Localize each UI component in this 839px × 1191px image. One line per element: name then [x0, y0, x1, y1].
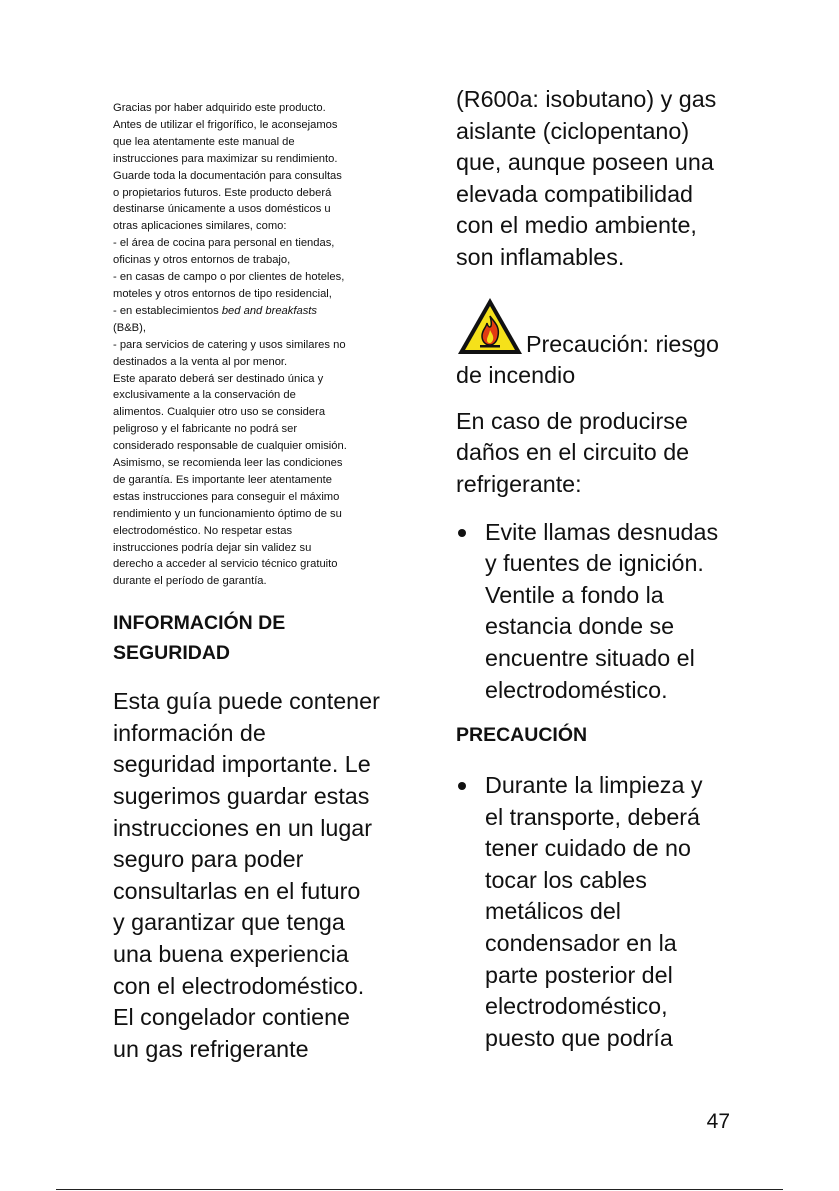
intro-line: electrodoméstico. No respetar estas [113, 524, 293, 537]
bullet-line: electrodoméstico, [485, 993, 668, 1020]
bullet-line: Durante la limpieza y [485, 772, 703, 799]
intro-line: moteles y otros entornos de tipo residencial, [113, 287, 332, 300]
intro-line: - en casas de campo o por clientes de hoteles, [113, 271, 345, 284]
safety-line: un gas refrigerante [113, 1035, 309, 1062]
intro-line: Este aparato deberá ser destinado única y [113, 372, 324, 385]
safety-line: seguro para poder [113, 846, 304, 873]
intro-line: o propietarios futuros. Este producto deberá [113, 186, 332, 199]
continuation-line: aislante (ciclopentano) [456, 117, 690, 144]
safety-line: con el electrodoméstico. [113, 972, 365, 999]
intro-line: durante el período de garantía. [113, 575, 267, 588]
intro-line: instrucciones para maximizar su rendimiento. [113, 152, 338, 165]
safety-line: El congelador contiene [113, 1004, 351, 1031]
intro-line: derecho a acceder al servicio técnico gratuito [113, 558, 338, 571]
bullet-line: puesto que podría [485, 1024, 673, 1051]
intro-line: alimentos. Cualquier otro uso se considera [113, 406, 326, 419]
safety-heading [113, 608, 393, 668]
bullet-line: Evite llamas desnudas [485, 518, 719, 545]
bullet-dot-icon [458, 782, 466, 790]
safety-line: sugerimos guardar estas [113, 783, 370, 810]
safety-line: instrucciones en un lugar [113, 814, 373, 841]
intro-line: oficinas y otros entornos de trabajo, [113, 254, 291, 267]
damage-paragraph [456, 406, 756, 501]
intro-line: instrucciones podría dejar sin validez su [113, 541, 312, 554]
bullet-line: electrodoméstico. [485, 676, 668, 703]
intro-line: considerado responsable de cualquier omisión. [113, 440, 347, 453]
continuation-line: (R600a: isobutano) y gas [456, 86, 717, 112]
intro-line: de garantía. Es importante leer atentamente [113, 473, 332, 486]
intro-line: (B&B), [113, 321, 146, 334]
continuation-line: son inflamables. [456, 243, 625, 270]
safety-line: seguridad importante. Le [113, 751, 371, 778]
intro-line: Gracias por haber adquirido este producto. [113, 102, 326, 114]
bullet-line: tener cuidado de no [485, 835, 691, 862]
bullet-line: el transporte, deberá [485, 803, 700, 830]
damage-line: daños en el circuito de [456, 439, 690, 466]
bullet-line: parte posterior del [485, 961, 673, 988]
intro-line: rendimiento y un funcionamiento óptimo de su [113, 507, 342, 520]
warning-line-1 [456, 296, 756, 361]
continuation-line: con el medio ambiente, [456, 212, 697, 239]
intro-line: Asimismo, se recomienda leer las condiciones [113, 457, 343, 470]
intro-line-bb [113, 303, 393, 320]
right-column [456, 84, 756, 1054]
damage-line: refrigerante: [456, 470, 582, 497]
bullet-list-2 [456, 770, 756, 1054]
page-number: 47 [706, 1110, 730, 1133]
fire-warning [456, 296, 756, 392]
continuation-line: que, aunque poseen una [456, 149, 714, 176]
continuation-paragraph [456, 84, 756, 274]
footer-rule [56, 1189, 783, 1190]
bullet-line: condensador en la [485, 930, 677, 957]
list-item [456, 517, 756, 707]
list-item [456, 770, 756, 1054]
bullet-line: encuentre situado el [485, 644, 695, 671]
bullet-line: estancia donde se [485, 613, 675, 640]
intro-line: peligroso y el fabricante no podrá ser [113, 423, 298, 436]
safety-line: una buena experiencia [113, 941, 349, 968]
intro-line: estas instrucciones para conseguir el máximo [113, 490, 340, 503]
warning-text-2: de incendio [456, 362, 576, 389]
damage-line: En caso de producirse [456, 407, 688, 434]
precaution-heading: PRECAUCIÓN [456, 724, 588, 747]
intro-line: - el área de cocina para personal en tiendas, [113, 237, 335, 250]
left-column [113, 100, 393, 1065]
bullet-line: y fuentes de ignición. [485, 550, 704, 577]
intro-line: - para servicios de catering y usos similares no [113, 338, 346, 351]
intro-line: otras aplicaciones similares, como: [113, 220, 287, 233]
safety-heading-line: INFORMACIÓN DE [113, 612, 286, 635]
intro-line: que lea atentamente este manual de [113, 135, 295, 148]
intro-line: destinarse únicamente a usos domésticos u [113, 203, 331, 216]
bullet-line: tocar los cables [485, 866, 647, 893]
safety-body [113, 686, 393, 1065]
intro-paragraph [113, 100, 393, 590]
bullet-list-1 [456, 517, 756, 707]
warning-text-1: Precaución: riesgo [526, 330, 719, 357]
intro-line: destinados a la venta al por menor. [113, 355, 288, 368]
safety-line: consultarlas en el futuro [113, 877, 361, 904]
bullet-dot-icon [458, 529, 466, 537]
safety-line: información de [113, 719, 266, 746]
bullet-line: Ventile a fondo la [485, 581, 664, 608]
safety-heading-line: SEGURIDAD [113, 642, 231, 665]
bb-prefix: - en establecimientos [113, 304, 222, 317]
safety-line: y garantizar que tenga [113, 909, 345, 936]
bb-italic: bed and breakfasts [221, 304, 317, 317]
continuation-line: elevada compatibilidad [456, 180, 694, 207]
intro-line: Antes de utilizar el frigorífico, le aconsejamos [113, 118, 338, 131]
safety-line: Esta guía puede contener [113, 688, 380, 715]
flammable-warning-icon [456, 296, 524, 356]
bullet-line: metálicos del [485, 898, 621, 925]
intro-line: exclusivamente a la conservación de [113, 389, 296, 402]
intro-line: Guarde toda la documentación para consultas [113, 169, 342, 182]
